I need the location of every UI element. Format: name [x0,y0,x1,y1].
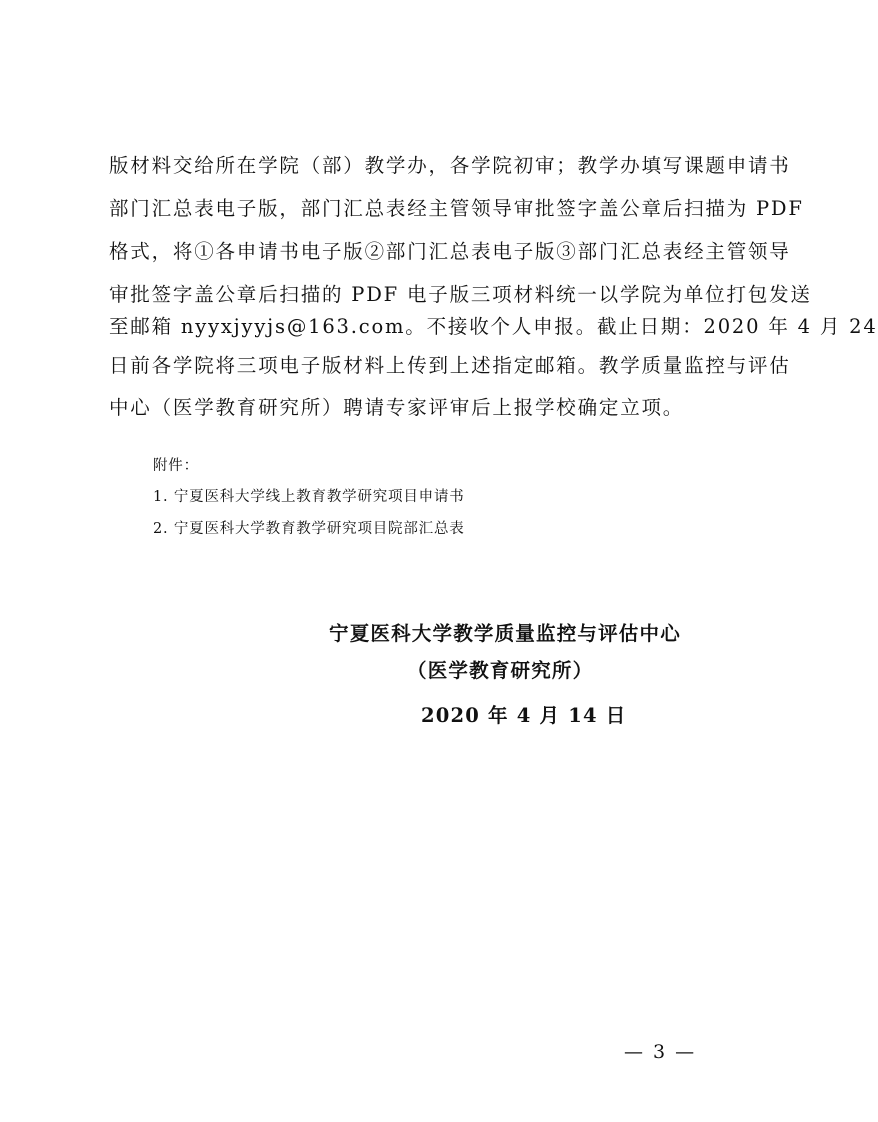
attachment-item: 1. 宁夏医科大学线上教育教学研究项目申请书 [153,489,465,505]
attachments-heading: 附件： [153,458,199,474]
body-line: 中心（医学教育研究所）聘请专家评审后上报学校确定立项。 [109,396,685,419]
body-line: 至邮箱 nyyxjyyjs@163.com。不接收个人申报。截止日期：2020 年 4 月 24 [109,315,878,338]
signature-date: 2020 年 4 月 14 日 [421,704,627,727]
page-number: — 3 — [624,1041,697,1063]
attachment-item: 2. 宁夏医科大学教育教学研究项目院部汇总表 [153,521,465,537]
signature-sub-org: （医学教育研究所） [407,659,594,682]
body-line: 审批签字盖公章后扫描的 PDF 电子版三项材料统一以学院为单位打包发送 [109,283,812,306]
body-line: 格式，将①各申请书电子版②部门汇总表电子版③部门汇总表经主管领导 [109,240,791,263]
body-line: 版材料交给所在学院（部）教学办，各学院初审；教学办填写课题申请书 [109,154,791,177]
body-line: 部门汇总表电子版，部门汇总表经主管领导审批签字盖公章后扫描为 PDF [109,197,804,220]
signature-org: 宁夏医科大学教学质量监控与评估中心 [329,622,681,645]
body-line: 日前各学院将三项电子版材料上传到上述指定邮箱。教学质量监控与评估 [109,354,791,377]
